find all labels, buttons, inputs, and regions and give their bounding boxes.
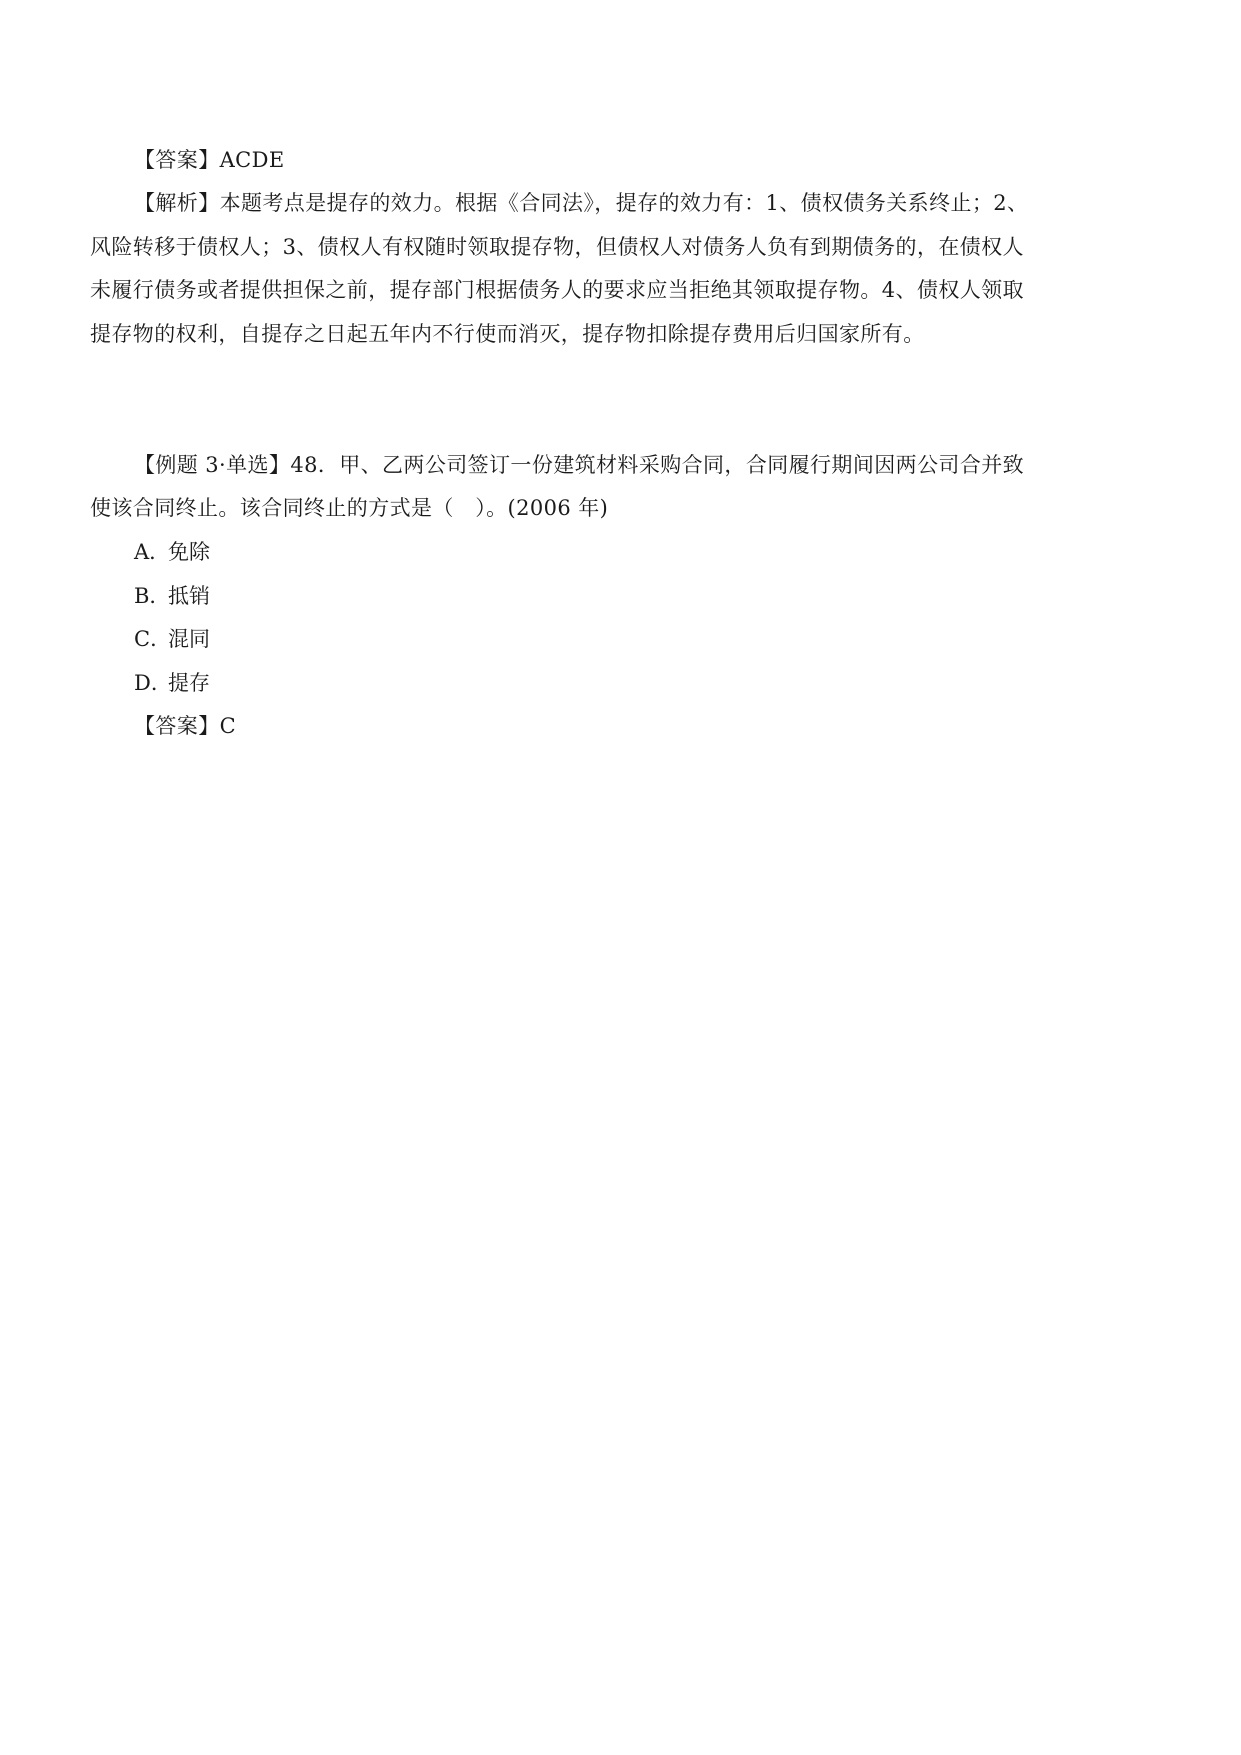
- q1-answer-value: ACDE: [219, 148, 285, 172]
- q2-label: 【例题 3·单选】: [134, 453, 291, 477]
- q2-option-d: [134, 669, 210, 697]
- q2-option-d-letter: D．: [134, 671, 172, 695]
- q2-answer-value: C: [219, 714, 237, 738]
- q2-question-text-1: 48．甲、乙两公司签订一份建筑材料采购合同，合同履行期间因两公司合并致: [290, 453, 1025, 477]
- q1-analysis-line-3: 未履行债务或者提供担保之前，提存部门根据债务人的要求应当拒绝其领取提存物。4、债权人领取: [90, 278, 1024, 302]
- q1-analysis-line-1: [134, 189, 1029, 217]
- q2-answer-label: 【答案】: [134, 714, 220, 738]
- q2-question-line-2: 使该合同终止。该合同终止的方式是（ ）。(2006 年): [90, 496, 609, 520]
- q1-analysis-text-1: 本题考点是提存的效力。根据《合同法》，提存的效力有：1、债权债务关系终止；2、: [219, 191, 1029, 215]
- q2-option-a: [134, 538, 210, 566]
- q1-analysis-label: 【解析】: [134, 191, 220, 215]
- q2-option-b: [134, 582, 210, 610]
- q2-option-c-letter: C．: [134, 627, 172, 651]
- q2-option-c: [134, 625, 210, 653]
- q2-option-d-text: 提存: [168, 671, 210, 695]
- q2-option-b-text: 抵销: [168, 584, 210, 608]
- q1-answer-label: 【答案】: [134, 148, 220, 172]
- q2-answer-line: [134, 712, 1134, 740]
- q1-analysis-line-2: 风险转移于债权人；3、债权人有权随时领取提存物，但债权人对债务人负有到期债务的，在债权人: [90, 235, 1024, 259]
- q2-option-a-letter: A．: [134, 540, 171, 564]
- q1-analysis-line-4: 提存物的权利，自提存之日起五年内不行使而消灭，提存物扣除提存费用后归国家所有。: [90, 322, 925, 346]
- q2-question-line-1: [134, 451, 1025, 479]
- q2-option-a-text: 免除: [168, 540, 210, 564]
- q2-option-c-text: 混同: [168, 627, 210, 651]
- q1-answer-line: [134, 146, 1134, 174]
- q2-option-b-letter: B．: [134, 584, 171, 608]
